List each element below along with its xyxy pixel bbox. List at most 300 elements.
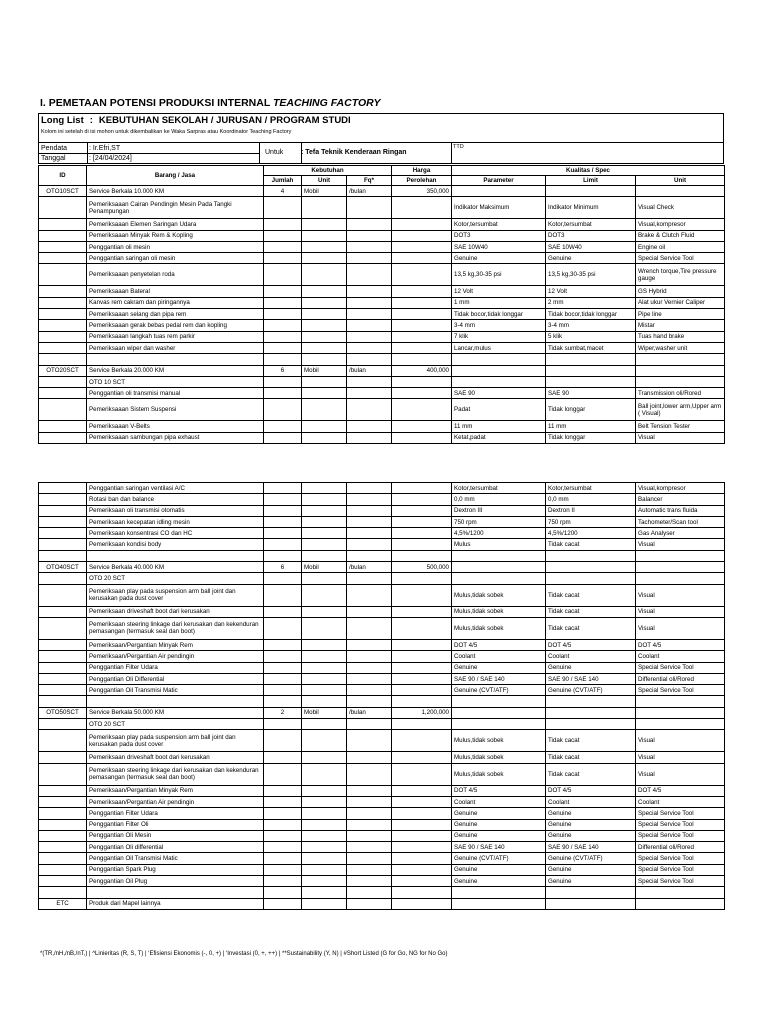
cell-fq bbox=[347, 842, 392, 853]
cell-jumlah bbox=[264, 752, 302, 763]
cell-jumlah bbox=[264, 763, 302, 785]
cell-unit bbox=[302, 331, 347, 342]
item-row bbox=[39, 399, 725, 421]
cell-parameter bbox=[452, 707, 546, 718]
cell-unit bbox=[302, 219, 347, 230]
cell-unit-spec bbox=[636, 573, 725, 584]
cell-parameter: 11 mm bbox=[452, 421, 546, 432]
cell-harga bbox=[392, 342, 452, 353]
cell-jumlah bbox=[264, 730, 302, 752]
cell-unit-spec: Balancer bbox=[636, 494, 725, 505]
cell-jumlah bbox=[264, 432, 302, 443]
item-row bbox=[39, 219, 725, 230]
cell-jumlah bbox=[264, 241, 302, 252]
cell-fq bbox=[347, 606, 392, 617]
cell-limit: 11 mm bbox=[546, 421, 636, 432]
item-row bbox=[39, 483, 725, 494]
cell-harga: 1,200,000 bbox=[392, 707, 452, 718]
cell-parameter: 13,5 kg,30-35 psi bbox=[452, 264, 546, 286]
cell-limit: 2 mm bbox=[546, 297, 636, 308]
item-row bbox=[39, 331, 725, 342]
cell-jumlah bbox=[264, 354, 302, 365]
cell-parameter: Padat bbox=[452, 399, 546, 421]
cell-unit bbox=[302, 617, 347, 639]
cell-fq bbox=[347, 286, 392, 297]
cell-limit: Genuine bbox=[546, 808, 636, 819]
cell-limit: 4,5%/1200 bbox=[546, 528, 636, 539]
cell-limit: Tidak cacat bbox=[546, 539, 636, 550]
cell-parameter: Genuine bbox=[452, 819, 546, 830]
info-col-line bbox=[87, 143, 88, 163]
info-col-line bbox=[451, 143, 452, 163]
info-divider bbox=[39, 153, 259, 154]
cell-barang: Pemeriksaan kondisi body bbox=[87, 539, 264, 550]
pendata-label: Pendata bbox=[41, 145, 68, 152]
cell-unit bbox=[302, 887, 347, 898]
cell-barang: Pemeriksaan play pada suspension arm ball joint dan kerusakan pada dust cover bbox=[87, 730, 264, 752]
cell-id bbox=[39, 241, 87, 252]
cell-fq bbox=[347, 853, 392, 864]
cell-fq bbox=[347, 617, 392, 639]
cell-jumlah bbox=[264, 505, 302, 516]
cell-unit-spec: Visual bbox=[636, 752, 725, 763]
cell-parameter: Dextron III bbox=[452, 505, 546, 516]
item-row bbox=[39, 539, 725, 550]
cell-unit bbox=[302, 483, 347, 494]
cell-limit: Tidak longgar bbox=[546, 399, 636, 421]
cell-harga: 350,000 bbox=[392, 186, 452, 197]
cell-fq bbox=[347, 376, 392, 387]
cell-id bbox=[39, 331, 87, 342]
cell-id bbox=[39, 309, 87, 320]
cell-limit bbox=[546, 898, 636, 909]
item-row bbox=[39, 573, 725, 584]
cell-barang: Pemeriksaan/Pergantian Minyak Rem bbox=[87, 785, 264, 796]
cell-jumlah bbox=[264, 399, 302, 421]
cell-harga: 500,000 bbox=[392, 562, 452, 573]
cell-id bbox=[39, 483, 87, 494]
cell-unit bbox=[302, 763, 347, 785]
cell-id bbox=[39, 752, 87, 763]
item-row bbox=[39, 639, 725, 650]
cell-fq bbox=[347, 197, 392, 219]
cell-unit bbox=[302, 241, 347, 252]
cell-id bbox=[39, 528, 87, 539]
cell-barang: Pemeriksaan driveshaft boot dari kerusakan bbox=[87, 752, 264, 763]
cell-unit-spec bbox=[636, 186, 725, 197]
cell-unit-spec: Visual,kompresor bbox=[636, 483, 725, 494]
cell-limit: 5 klik bbox=[546, 331, 636, 342]
cell-parameter bbox=[452, 573, 546, 584]
cell-barang: Pemeriksaaan sambungan pipa exhaust bbox=[87, 432, 264, 443]
cell-barang: Service Berkala 20.000 KM bbox=[87, 365, 264, 376]
cell-fq: /bulan bbox=[347, 707, 392, 718]
cell-parameter: Mulus,tidak sobek bbox=[452, 763, 546, 785]
long-list-box bbox=[38, 113, 724, 143]
cell-limit: Genuine (CVT/ATF) bbox=[546, 853, 636, 864]
item-row bbox=[39, 264, 725, 286]
cell-unit bbox=[302, 399, 347, 421]
cell-id bbox=[39, 842, 87, 853]
cell-jumlah bbox=[264, 219, 302, 230]
cell-parameter: Mulus,tidak sobek bbox=[452, 584, 546, 606]
cell-jumlah bbox=[264, 606, 302, 617]
cell-limit: Tidak cacat bbox=[546, 584, 636, 606]
cell-jumlah bbox=[264, 331, 302, 342]
cell-harga bbox=[392, 376, 452, 387]
cell-jumlah bbox=[264, 483, 302, 494]
cell-id bbox=[39, 342, 87, 353]
cell-harga bbox=[392, 819, 452, 830]
cell-harga bbox=[392, 483, 452, 494]
cell-unit: Mobil bbox=[302, 707, 347, 718]
cell-harga bbox=[392, 785, 452, 796]
cell-id: OTO50SCT bbox=[39, 707, 87, 718]
cell-unit-spec: Visual bbox=[636, 606, 725, 617]
untuk-label: Untuk bbox=[265, 149, 284, 156]
cell-fq bbox=[347, 516, 392, 527]
cell-unit-spec: Engine oil bbox=[636, 241, 725, 252]
cell-parameter: Genuine bbox=[452, 662, 546, 673]
cell-barang: Penggantian oli transmisi manual bbox=[87, 388, 264, 399]
cell-barang: Pemeriksaan play pada suspension arm ball joint dan kerusakan pada dust cover bbox=[87, 584, 264, 606]
item-row bbox=[39, 320, 725, 331]
cell-unit bbox=[302, 796, 347, 807]
cell-limit: DOT 4/5 bbox=[546, 639, 636, 650]
cell-fq bbox=[347, 483, 392, 494]
cell-parameter: Kotor,tersumbat bbox=[452, 483, 546, 494]
cell-id bbox=[39, 376, 87, 387]
cell-harga bbox=[392, 651, 452, 662]
cell-jumlah bbox=[264, 516, 302, 527]
item-row bbox=[39, 662, 725, 673]
cell-unit bbox=[302, 808, 347, 819]
long-list-heading: Long List : KEBUTUHAN SEKOLAH / JURUSAN / PROGRAM STUDI bbox=[41, 115, 351, 126]
item-row bbox=[39, 752, 725, 763]
cell-limit: Coolant bbox=[546, 651, 636, 662]
cell-unit-spec bbox=[636, 354, 725, 365]
cell-parameter bbox=[452, 696, 546, 707]
cell-limit bbox=[546, 562, 636, 573]
cell-harga bbox=[392, 898, 452, 909]
cell-fq bbox=[347, 230, 392, 241]
cell-harga bbox=[392, 331, 452, 342]
cell-harga bbox=[392, 876, 452, 887]
cell-id bbox=[39, 763, 87, 785]
cell-unit bbox=[302, 752, 347, 763]
cell-limit: 3-4 mm bbox=[546, 320, 636, 331]
cell-harga bbox=[392, 853, 452, 864]
cell-unit-spec: DOT 4/5 bbox=[636, 785, 725, 796]
cell-id bbox=[39, 584, 87, 606]
cell-harga bbox=[392, 320, 452, 331]
cell-parameter: Genuine (CVT/ATF) bbox=[452, 685, 546, 696]
service-row bbox=[39, 365, 725, 376]
cell-limit: SAE 10W40 bbox=[546, 241, 636, 252]
cell-jumlah: 6 bbox=[264, 365, 302, 376]
cell-fq bbox=[347, 685, 392, 696]
cell-parameter: Tidak bocor,tidak longgar bbox=[452, 309, 546, 320]
cell-limit: Genuine bbox=[546, 253, 636, 264]
cell-harga bbox=[392, 528, 452, 539]
cell-unit-spec: DOT 4/5 bbox=[636, 639, 725, 650]
cell-limit: DOT 4/5 bbox=[546, 785, 636, 796]
cell-fq: /bulan bbox=[347, 186, 392, 197]
cell-unit-spec: Transmission oli/Rored bbox=[636, 388, 725, 399]
cell-jumlah bbox=[264, 696, 302, 707]
cell-harga bbox=[392, 673, 452, 684]
cell-barang: Penggantian Filter Oli bbox=[87, 819, 264, 830]
spacer-row bbox=[39, 887, 725, 898]
cell-id bbox=[39, 286, 87, 297]
cell-unit-spec: Visual bbox=[636, 432, 725, 443]
cell-fq bbox=[347, 796, 392, 807]
cell-parameter: Kotor,tersumbat bbox=[452, 219, 546, 230]
cell-parameter: SAE 90 / SAE 140 bbox=[452, 673, 546, 684]
cell-harga bbox=[392, 719, 452, 730]
info-col-line bbox=[259, 143, 260, 163]
cell-unit-spec: Visual bbox=[636, 763, 725, 785]
col-perolehan: Perolehan bbox=[392, 176, 452, 186]
cell-fq bbox=[347, 584, 392, 606]
cell-barang: Penggantian saringan oli mesin bbox=[87, 253, 264, 264]
cell-unit bbox=[302, 573, 347, 584]
item-row bbox=[39, 606, 725, 617]
cell-fq bbox=[347, 297, 392, 308]
cell-harga bbox=[392, 662, 452, 673]
cell-limit bbox=[546, 696, 636, 707]
cell-jumlah bbox=[264, 342, 302, 353]
cell-parameter bbox=[452, 898, 546, 909]
cell-id bbox=[39, 354, 87, 365]
cell-jumlah bbox=[264, 853, 302, 864]
cell-id bbox=[39, 673, 87, 684]
cell-jumlah bbox=[264, 639, 302, 650]
cell-id bbox=[39, 808, 87, 819]
cell-limit: Tidak cacat bbox=[546, 606, 636, 617]
cell-parameter: Genuine bbox=[452, 830, 546, 841]
cell-unit-spec bbox=[636, 376, 725, 387]
cell-limit: Genuine bbox=[546, 819, 636, 830]
cell-parameter bbox=[452, 562, 546, 573]
cell-fq bbox=[347, 785, 392, 796]
cell-fq: /bulan bbox=[347, 562, 392, 573]
cell-jumlah bbox=[264, 864, 302, 875]
cell-unit bbox=[302, 494, 347, 505]
cell-harga bbox=[392, 241, 452, 252]
spacer-row bbox=[39, 696, 725, 707]
cell-jumlah bbox=[264, 539, 302, 550]
cell-unit-spec: GS Hybrid bbox=[636, 286, 725, 297]
long-list-table-2 bbox=[38, 482, 725, 910]
cell-unit bbox=[302, 376, 347, 387]
cell-barang bbox=[87, 550, 264, 561]
cell-harga: 400,000 bbox=[392, 365, 452, 376]
cell-parameter: Mulus,tidak sobek bbox=[452, 617, 546, 639]
item-row bbox=[39, 864, 725, 875]
cell-id bbox=[39, 388, 87, 399]
cell-id bbox=[39, 297, 87, 308]
cell-harga bbox=[392, 421, 452, 432]
cell-harga bbox=[392, 230, 452, 241]
cell-unit bbox=[302, 730, 347, 752]
cell-harga bbox=[392, 286, 452, 297]
cell-id bbox=[39, 399, 87, 421]
cell-jumlah bbox=[264, 421, 302, 432]
cell-harga bbox=[392, 253, 452, 264]
cell-jumlah bbox=[264, 685, 302, 696]
cell-parameter bbox=[452, 550, 546, 561]
cell-parameter: 0,0 mm bbox=[452, 494, 546, 505]
spacer-row bbox=[39, 550, 725, 561]
cell-unit bbox=[302, 842, 347, 853]
cell-unit bbox=[302, 528, 347, 539]
cell-harga bbox=[392, 730, 452, 752]
cell-limit: Tidak longgar bbox=[546, 432, 636, 443]
cell-unit-spec bbox=[636, 550, 725, 561]
cell-parameter: Mulus,tidak sobek bbox=[452, 730, 546, 752]
cell-unit bbox=[302, 651, 347, 662]
info-box bbox=[38, 142, 724, 164]
cell-unit bbox=[302, 864, 347, 875]
cell-harga bbox=[392, 309, 452, 320]
cell-unit bbox=[302, 421, 347, 432]
col-barang: Barang / Jasa bbox=[87, 166, 264, 186]
col-unit: Unit bbox=[302, 176, 347, 186]
cell-unit bbox=[302, 516, 347, 527]
cell-parameter bbox=[452, 719, 546, 730]
cell-harga bbox=[392, 887, 452, 898]
cell-unit-spec bbox=[636, 365, 725, 376]
cell-harga bbox=[392, 539, 452, 550]
cell-unit bbox=[302, 830, 347, 841]
cell-unit bbox=[302, 297, 347, 308]
cell-limit: Genuine bbox=[546, 864, 636, 875]
item-row bbox=[39, 730, 725, 752]
cell-barang: Rotasi ban dan balance bbox=[87, 494, 264, 505]
cell-id bbox=[39, 432, 87, 443]
cell-fq bbox=[347, 819, 392, 830]
cell-unit-spec: Special Service Tool bbox=[636, 808, 725, 819]
item-row bbox=[39, 853, 725, 864]
cell-jumlah bbox=[264, 297, 302, 308]
cell-unit bbox=[302, 388, 347, 399]
cell-unit-spec: Special Service Tool bbox=[636, 864, 725, 875]
cell-barang: Penggantian Oil Transmisi Matic bbox=[87, 853, 264, 864]
cell-unit bbox=[302, 230, 347, 241]
cell-barang: Pemeriksaaan Sistem Suspensi bbox=[87, 399, 264, 421]
cell-unit-spec: Automatic trans fluida bbox=[636, 505, 725, 516]
cell-limit: Kotor,tersumbat bbox=[546, 219, 636, 230]
cell-fq bbox=[347, 763, 392, 785]
cell-fq bbox=[347, 421, 392, 432]
cell-parameter: Genuine (CVT/ATF) bbox=[452, 853, 546, 864]
cell-limit bbox=[546, 376, 636, 387]
col-kebutuhan: Kebutuhan bbox=[264, 166, 392, 176]
cell-id bbox=[39, 617, 87, 639]
cell-barang: Pemeriksaan konsentrasi CO dan HC bbox=[87, 528, 264, 539]
item-row bbox=[39, 876, 725, 887]
cell-unit-spec: Visual bbox=[636, 730, 725, 752]
cell-unit-spec: Special Service Tool bbox=[636, 253, 725, 264]
cell-jumlah: 4 bbox=[264, 186, 302, 197]
cell-harga bbox=[392, 752, 452, 763]
cell-harga bbox=[392, 432, 452, 443]
cell-limit: Coolant bbox=[546, 796, 636, 807]
cell-parameter: Lancar,mulus bbox=[452, 342, 546, 353]
cell-barang: Penggantian Oli Mesin bbox=[87, 830, 264, 841]
cell-id bbox=[39, 719, 87, 730]
cell-parameter: SAE 10W40 bbox=[452, 241, 546, 252]
cell-id bbox=[39, 685, 87, 696]
cell-barang bbox=[87, 696, 264, 707]
cell-parameter: Indikator Maksimum bbox=[452, 197, 546, 219]
cell-fq bbox=[347, 550, 392, 561]
cell-parameter bbox=[452, 365, 546, 376]
ttd-label: TTD bbox=[453, 144, 464, 150]
cell-parameter: DOT 4/5 bbox=[452, 639, 546, 650]
cell-id bbox=[39, 864, 87, 875]
cell-unit-spec: Tuas hand brake bbox=[636, 331, 725, 342]
item-row bbox=[39, 388, 725, 399]
cell-parameter: Genuine bbox=[452, 253, 546, 264]
cell-jumlah bbox=[264, 197, 302, 219]
cell-unit-spec: Differential oli/Rored bbox=[636, 842, 725, 853]
cell-jumlah bbox=[264, 617, 302, 639]
cell-barang: Produk dari Mapel lainnya bbox=[87, 898, 264, 909]
cell-parameter: 3-4 mm bbox=[452, 320, 546, 331]
cell-parameter: 1 mm bbox=[452, 297, 546, 308]
cell-jumlah bbox=[264, 550, 302, 561]
cell-parameter bbox=[452, 887, 546, 898]
cell-barang: Pemeriksaaan selang dan pipa rem bbox=[87, 309, 264, 320]
cell-jumlah bbox=[264, 309, 302, 320]
cell-barang: Penggantian Spark Plug bbox=[87, 864, 264, 875]
cell-unit-spec: Special Service Tool bbox=[636, 662, 725, 673]
cell-id bbox=[39, 830, 87, 841]
item-row bbox=[39, 528, 725, 539]
cell-unit bbox=[302, 898, 347, 909]
cell-id bbox=[39, 516, 87, 527]
cell-harga bbox=[392, 808, 452, 819]
cell-id bbox=[39, 639, 87, 650]
cell-fq bbox=[347, 887, 392, 898]
cell-jumlah bbox=[264, 286, 302, 297]
cell-unit bbox=[302, 253, 347, 264]
cell-limit: 0,0 mm bbox=[546, 494, 636, 505]
cell-barang: OTO 10 SCT bbox=[87, 376, 264, 387]
cell-unit bbox=[302, 309, 347, 320]
cell-limit bbox=[546, 707, 636, 718]
cell-jumlah bbox=[264, 796, 302, 807]
long-list-table-1 bbox=[38, 165, 725, 444]
cell-parameter: Genuine bbox=[452, 808, 546, 819]
cell-id bbox=[39, 819, 87, 830]
cell-unit-spec bbox=[636, 719, 725, 730]
cell-id bbox=[39, 662, 87, 673]
cell-barang: Penggantian Filter Udara bbox=[87, 808, 264, 819]
cell-fq bbox=[347, 662, 392, 673]
cell-fq bbox=[347, 399, 392, 421]
item-row bbox=[39, 785, 725, 796]
long-list-note: Kolom ini setelah di isi mohon untuk dikembalikan ke Waka Sarpras atau Koordinator Teaching Factory bbox=[41, 129, 292, 135]
cell-limit: Indikator Minimum bbox=[546, 197, 636, 219]
cell-jumlah bbox=[264, 830, 302, 841]
item-row bbox=[39, 197, 725, 219]
cell-unit bbox=[302, 876, 347, 887]
cell-harga bbox=[392, 297, 452, 308]
cell-unit bbox=[302, 354, 347, 365]
